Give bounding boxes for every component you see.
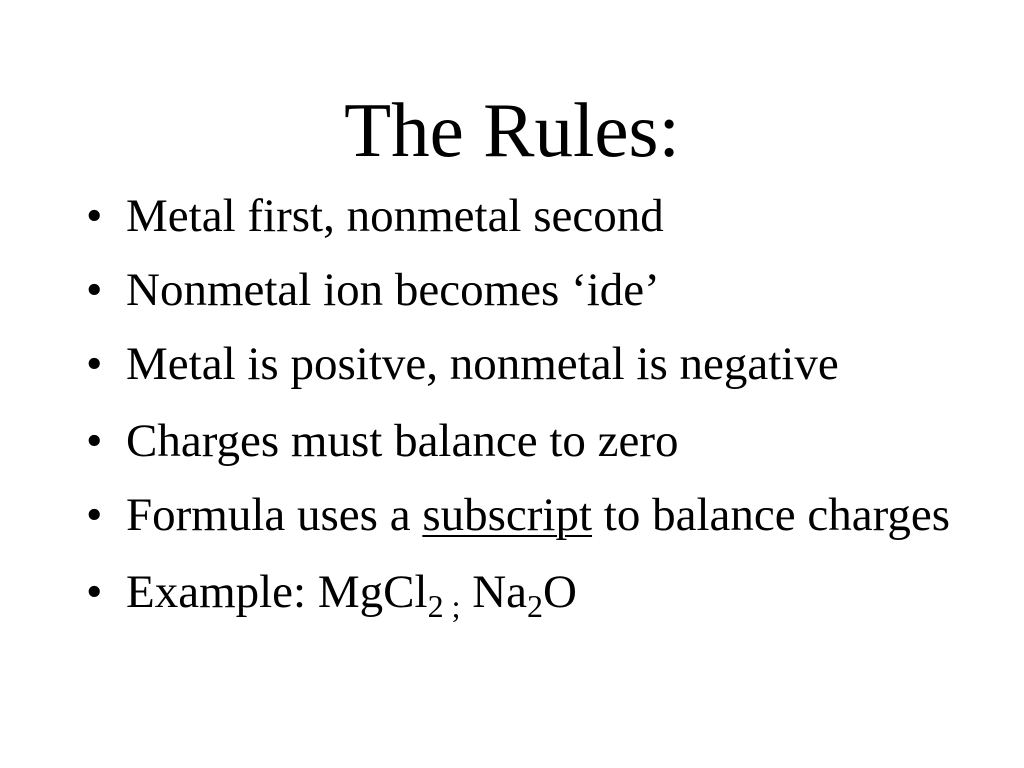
bullet-item-metal-first <box>86 188 966 245</box>
bullet-item-example <box>86 564 966 624</box>
bullet-text: Nonmetal ion becomes ‘ide’ <box>126 264 660 316</box>
bullet-text-after: to balance charges <box>592 489 951 541</box>
formula-part: Na <box>472 566 528 618</box>
bullet-icon: • <box>86 415 103 467</box>
bullet-icon: • <box>86 489 103 541</box>
formula-separator <box>460 566 472 618</box>
example-label: Example: <box>126 566 318 618</box>
bullet-item-ide <box>86 262 966 319</box>
bullet-icon: • <box>86 190 103 242</box>
bullet-text: Metal is positve, nonmetal is negative <box>126 338 839 390</box>
bullet-item-charge-signs <box>86 336 966 393</box>
bullet-text <box>126 489 950 541</box>
bullet-text: Charges must balance to zero <box>126 415 679 467</box>
formula-mgcl2 <box>317 566 461 624</box>
formula-subscript: 2 <box>527 588 544 624</box>
bullet-text <box>126 566 577 624</box>
slide-title: The Rules: <box>344 87 680 173</box>
bullet-text: Metal first, nonmetal second <box>126 190 664 242</box>
bullet-item-subscript <box>86 487 966 544</box>
bullet-icon: • <box>86 566 103 618</box>
formula-part: O <box>543 566 577 618</box>
bullet-item-balance <box>86 413 966 470</box>
formula-main: MgCl <box>317 566 428 618</box>
bullet-list <box>86 188 966 638</box>
bullet-icon: • <box>86 338 103 390</box>
bullet-icon: • <box>86 264 103 316</box>
formula-subscript: 2 ; <box>427 588 461 624</box>
bullet-text-before: Formula uses a <box>126 489 423 541</box>
underlined-term: subscript <box>422 489 593 541</box>
formula-na2o <box>472 566 577 624</box>
